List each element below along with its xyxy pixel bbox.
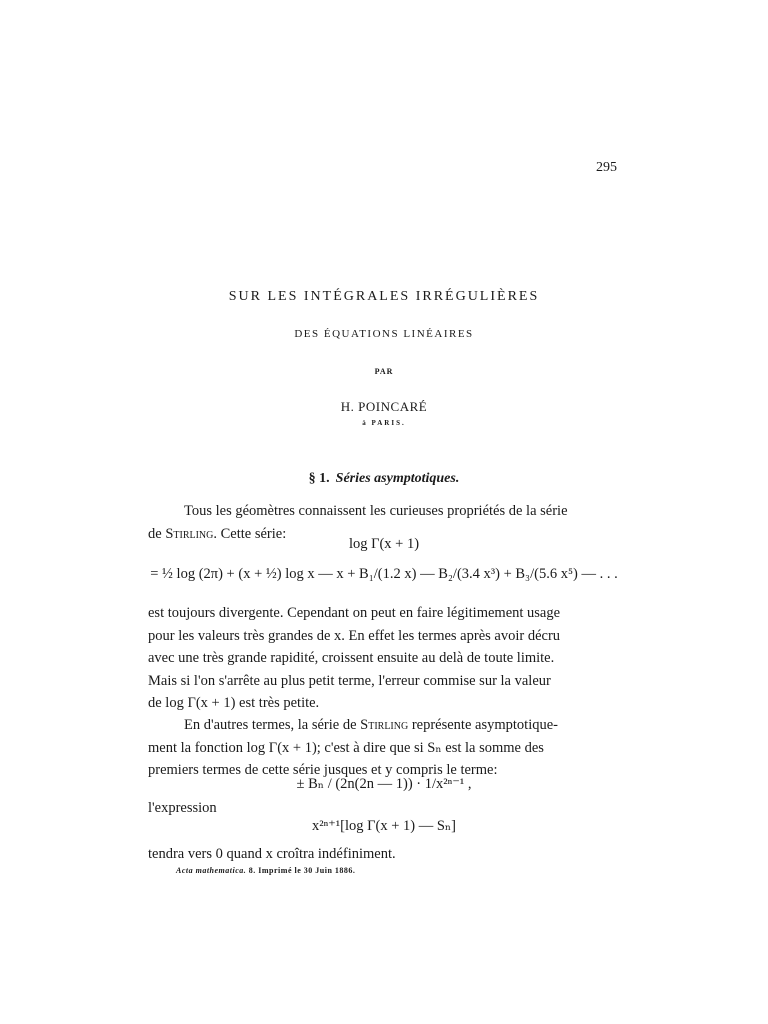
paragraph-2-line: de log Γ(x + 1) est très petite. [148,695,320,711]
paragraph-3 [148,714,620,782]
paragraph-2-line: pour les valeurs très grandes de x. En effet les termes après avoir décru [148,627,561,644]
footer-imprint: 8. Imprimé le 30 Juin 1886. [248,866,356,875]
paragraph-3-line-3: premiers termes de cette série jusques et y compris le terme: [148,762,498,778]
equation-2: ± Bₙ / (2n(2n — 1)) · 1/x²ⁿ⁻¹ , [296,776,472,792]
journal-name: Acta mathematica. [176,866,247,875]
paragraph-2-line: Mais si l'on s'arrête au plus petit terme, l'erreur commise sur la valeur [148,672,551,689]
paragraph-2 [148,602,620,715]
paragraph-3-line-2: ment la fonction log Γ(x + 1); c'est à dire que si Sₙ est la somme des [148,739,544,756]
equation-3: x²ⁿ⁺¹[log Γ(x + 1) — Sₙ] [311,818,457,834]
paragraph-2-line: est toujours divergente. Cependant on peut en faire légitimement usage [148,605,561,621]
expression-label: l'expression [148,800,217,816]
paper-title: SUR LES INTÉGRALES IRRÉGULIÈRES [228,289,540,304]
text: . Cette série: [213,525,287,542]
section-title: Séries asymptotiques. [335,471,460,486]
section-number: § 1. [308,471,330,486]
paper-subtitle: DES ÉQUATIONS LINÉAIRES [294,328,474,340]
footer [176,866,355,875]
name-stirling: Stirling [165,525,214,542]
author-name: H. POINCARÉ [340,399,428,414]
equation-1-lhs: log Γ(x + 1) [348,536,420,552]
by-label: PAR [374,367,394,376]
text: représente asymptotique- [408,717,558,733]
paragraph-3-line-1 [148,714,620,737]
text: de [148,525,166,542]
section-heading [0,471,768,487]
final-line: tendra vers 0 quand x croîtra indéfiniment. [148,846,396,862]
paragraph-2-line: avec une très grande rapidité, croissent ensuite au delà de toute limite. [148,650,555,666]
text: En d'autres termes, la série de [184,717,361,733]
author-location: à PARIS. [362,419,406,427]
paragraph-1-line-1: Tous les géomètres connaissent les curieuses propriétés de la série [184,503,568,519]
equation-1-rhs: = ½ log (2π) + (x + ½) log x — x + B₁/(1.2 x) — B₂/(3.4 x³) + B₃/(5.6 x⁵) — . . . [150,566,618,582]
name-stirling: Stirling [360,717,409,733]
page-number: 295 [596,160,617,175]
